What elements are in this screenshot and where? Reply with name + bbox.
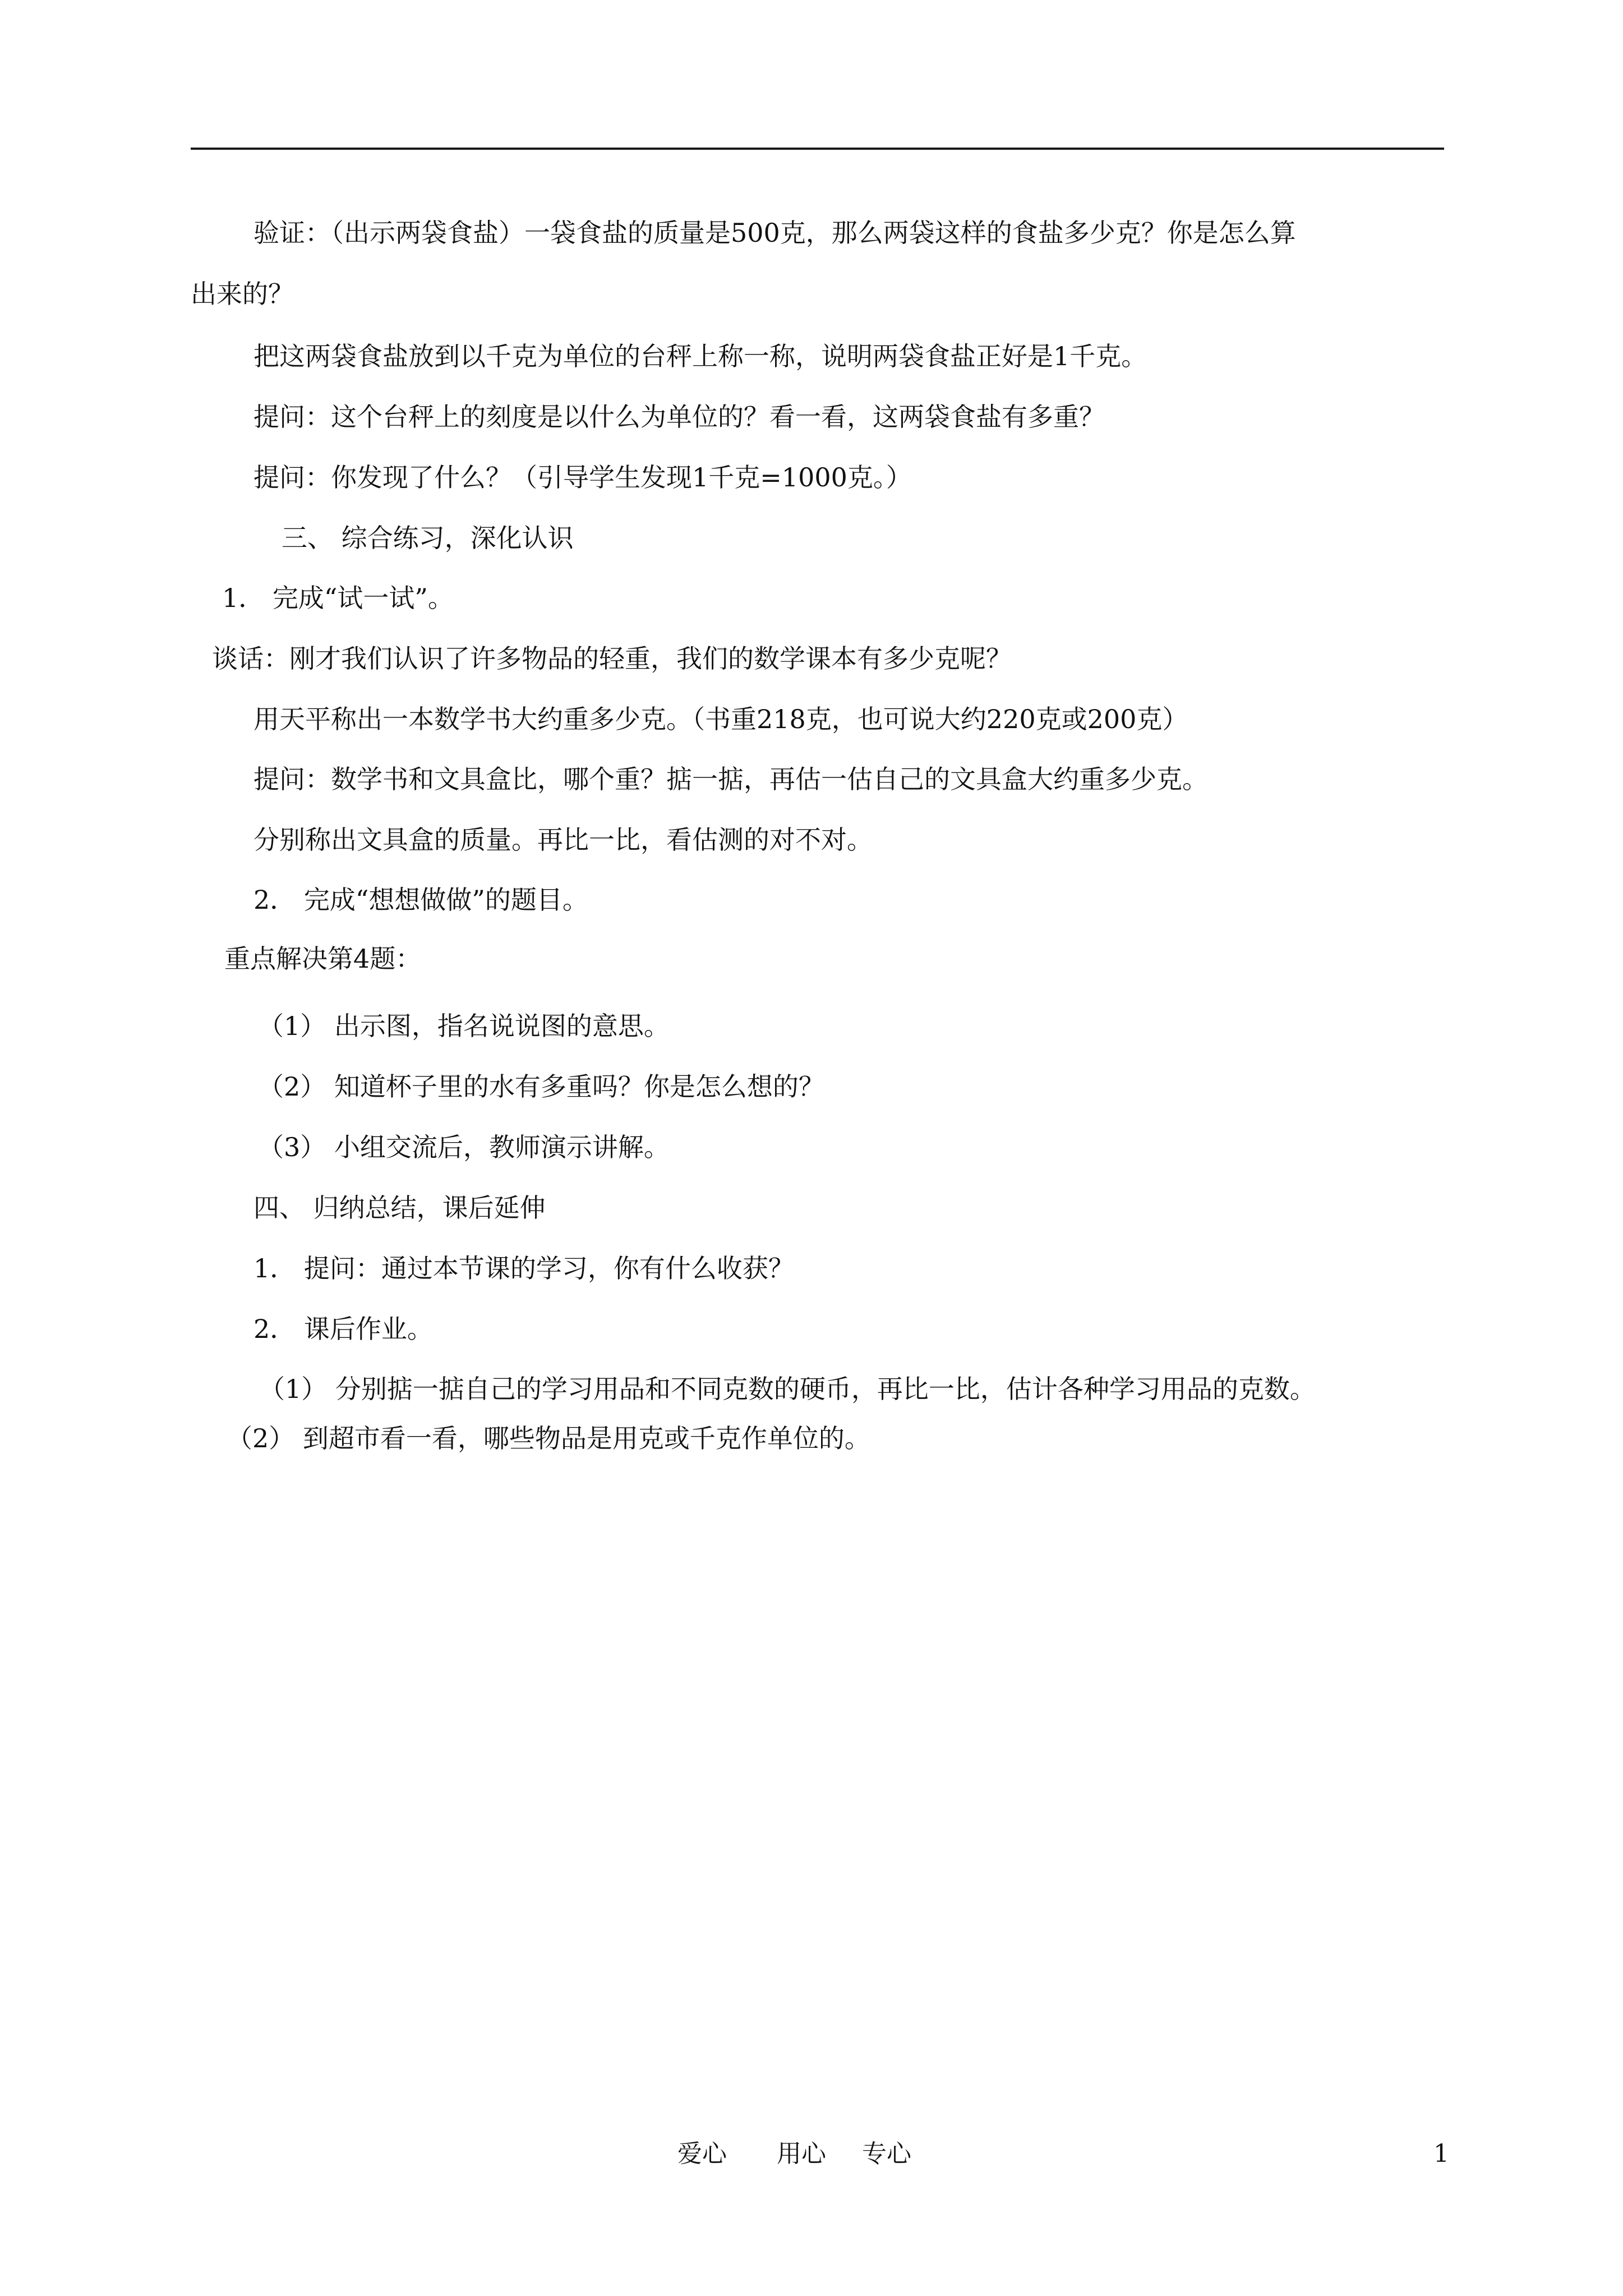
body-line-9: 用天平称出一本数学书大约重多少克。（书重218克，也可说大约220克或200克） (253, 704, 1188, 734)
section-heading-3: 三、 综合练习，深化认识 (282, 523, 574, 553)
body-line-15: （2） 知道杯子里的水有多重吗？你是怎么想的？ (258, 1071, 824, 1102)
body-line-7: 1． 完成“试一试”。 (222, 583, 454, 613)
body-line-2: 出来的？ (191, 279, 294, 309)
body-line-8: 谈话：刚才我们认识了许多物品的轻重，我们的数学课本有多少克呢？ (212, 643, 1012, 674)
body-line-1: 验证：（出示两袋食盐）一袋食盐的质量是500克，那么两袋这样的食盐多少克？你是怎么算 (253, 218, 1296, 248)
body-line-4: 提问：这个台秤上的刻度是以什么为单位的？看一看，这两袋食盐有多重？ (253, 402, 1105, 432)
section-heading-4: 四、 归纳总结，课后延伸 (253, 1193, 546, 1223)
body-line-21: （2） 到超市看一看，哪些物品是用克或千克作单位的。 (227, 1423, 870, 1453)
body-line-10: 提问：数学书和文具盒比，哪个重？掂一掂，再估一估自己的文具盒大约重多少克。 (253, 764, 1208, 794)
body-line-5: 提问：你发现了什么？（引导学生发现1千克=1000克。） (253, 462, 912, 493)
body-line-12: 2． 完成“想想做做”的题目。 (253, 885, 588, 915)
footer-motto-1: 爱心 (677, 2139, 727, 2168)
body-line-11: 分别称出文具盒的质量。再比一比，看估测的对不对。 (253, 825, 873, 855)
page-number: 1 (1433, 2139, 1449, 2168)
footer-motto-3: 专心 (862, 2139, 911, 2168)
body-line-20: （1） 分别掂一掂自己的学习用品和不同克数的硬币，再比一比，估计各种学习用品的克数。 (259, 1374, 1316, 1404)
body-line-3: 把这两袋食盐放到以千克为单位的台秤上称一称，说明两袋食盐正好是1千克。 (253, 341, 1147, 371)
header-rule (191, 148, 1444, 150)
body-line-14: （1） 出示图，指名说说图的意思。 (258, 1011, 670, 1041)
footer-motto-2: 用心 (777, 2139, 826, 2168)
body-line-16: （3） 小组交流后，教师演示讲解。 (258, 1132, 670, 1162)
body-line-13: 重点解决第4题： (224, 944, 422, 974)
body-line-19: 2． 课后作业。 (253, 1314, 433, 1344)
body-line-18: 1． 提问：通过本节课的学习，你有什么收获？ (253, 1253, 794, 1283)
